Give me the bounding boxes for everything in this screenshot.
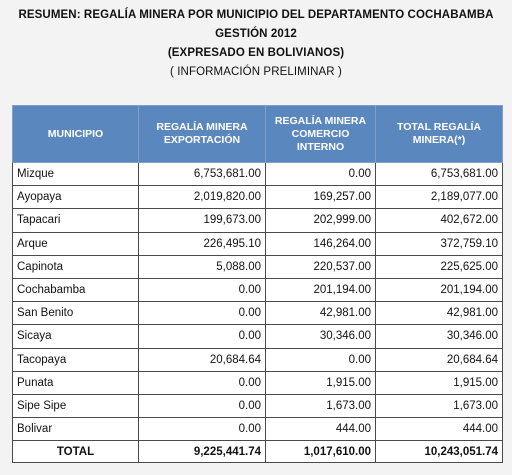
cell-total: 444.00 xyxy=(376,418,503,441)
cell-total: 1,673.00 xyxy=(376,394,503,417)
cell-comercio-interno: 0.00 xyxy=(266,348,376,371)
column-header-total: TOTAL REGALÍA MINERA(*) xyxy=(376,106,503,163)
table-row xyxy=(13,302,503,325)
cell-exportacion: 226,495.10 xyxy=(139,232,266,255)
table-row xyxy=(13,371,503,394)
cell-comercio-interno: 146,264.00 xyxy=(266,232,376,255)
cell-exportacion: 0.00 xyxy=(139,302,266,325)
totals-label: TOTAL xyxy=(13,441,139,463)
cell-municipio: Mizque xyxy=(13,163,139,186)
cell-municipio: San Benito xyxy=(13,302,139,325)
table-row xyxy=(13,232,503,255)
cell-exportacion: 0.00 xyxy=(139,325,266,348)
column-header-comercio-interno: REGALÍA MINERA COMERCIO INTERNO xyxy=(266,106,376,163)
column-header-municipio: MUNICIPIO xyxy=(13,106,139,163)
cell-municipio: Cochabamba xyxy=(13,278,139,301)
cell-municipio: Punata xyxy=(13,371,139,394)
report-year: GESTIÓN 2012 xyxy=(215,28,297,40)
cell-municipio: Ayopaya xyxy=(13,186,139,209)
totals-row xyxy=(13,441,503,463)
table-row xyxy=(13,394,503,417)
cell-comercio-interno: 169,257.00 xyxy=(266,186,376,209)
column-header-exportacion: REGALÍA MINERA EXPORTACIÓN xyxy=(139,106,266,163)
cell-exportacion: 0.00 xyxy=(139,418,266,441)
cell-comercio-interno: 42,981.00 xyxy=(266,302,376,325)
cell-comercio-interno: 1,915.00 xyxy=(266,371,376,394)
report-preliminary-note: ( INFORMACIÓN PRELIMINAR ) xyxy=(170,66,342,78)
cell-municipio: Bolivar xyxy=(13,418,139,441)
cell-total: 225,625.00 xyxy=(376,255,503,278)
cell-total: 1,915.00 xyxy=(376,371,503,394)
table-row xyxy=(13,186,503,209)
cell-municipio: Arque xyxy=(13,232,139,255)
report-currency-note: (EXPRESADO EN BOLIVIANOS) xyxy=(167,47,345,59)
report-title: RESUMEN: REGALÍA MINERA POR MUNICIPIO DEL DEPARTAMENTO COCHABAMBA xyxy=(18,9,494,21)
cell-municipio: Capinota xyxy=(13,255,139,278)
table-header-row xyxy=(13,106,503,163)
table-row xyxy=(13,163,503,186)
cell-comercio-interno: 444.00 xyxy=(266,418,376,441)
cell-total: 372,759.10 xyxy=(376,232,503,255)
cell-exportacion: 2,019,820.00 xyxy=(139,186,266,209)
cell-total: 30,346.00 xyxy=(376,325,503,348)
totals-total: 10,243,051.74 xyxy=(376,441,503,463)
table-row xyxy=(13,418,503,441)
cell-total: 2,189,077.00 xyxy=(376,186,503,209)
cell-total: 42,981.00 xyxy=(376,302,503,325)
cell-comercio-interno: 220,537.00 xyxy=(266,255,376,278)
table-row xyxy=(13,255,503,278)
cell-comercio-interno: 30,346.00 xyxy=(266,325,376,348)
table-row xyxy=(13,325,503,348)
cell-exportacion: 5,088.00 xyxy=(139,255,266,278)
table-row xyxy=(13,348,503,371)
cell-municipio: Tacopaya xyxy=(13,348,139,371)
cell-municipio: Sicaya xyxy=(13,325,139,348)
table-header xyxy=(13,106,503,163)
cell-municipio: Sipe Sipe xyxy=(13,394,139,417)
table-footer xyxy=(13,441,503,463)
totals-comercio-interno: 1,017,610.00 xyxy=(266,441,376,463)
cell-total: 201,194.00 xyxy=(376,278,503,301)
cell-municipio: Tapacari xyxy=(13,209,139,232)
table-row xyxy=(13,278,503,301)
table-row xyxy=(13,209,503,232)
cell-comercio-interno: 201,194.00 xyxy=(266,278,376,301)
cell-total: 6,753,681.00 xyxy=(376,163,503,186)
royalty-table xyxy=(12,105,503,463)
cell-exportacion: 0.00 xyxy=(139,371,266,394)
cell-comercio-interno: 1,673.00 xyxy=(266,394,376,417)
cell-exportacion: 6,753,681.00 xyxy=(139,163,266,186)
cell-exportacion: 0.00 xyxy=(139,394,266,417)
cell-exportacion: 0.00 xyxy=(139,278,266,301)
totals-exportacion: 9,225,441.74 xyxy=(139,441,266,463)
cell-exportacion: 20,684.64 xyxy=(139,348,266,371)
royalty-table-container xyxy=(12,105,502,463)
cell-comercio-interno: 202,999.00 xyxy=(266,209,376,232)
table-body xyxy=(13,163,503,441)
report-headings xyxy=(0,0,512,82)
cell-total: 402,672.00 xyxy=(376,209,503,232)
cell-total: 20,684.64 xyxy=(376,348,503,371)
cell-comercio-interno: 0.00 xyxy=(266,163,376,186)
cell-exportacion: 199,673.00 xyxy=(139,209,266,232)
